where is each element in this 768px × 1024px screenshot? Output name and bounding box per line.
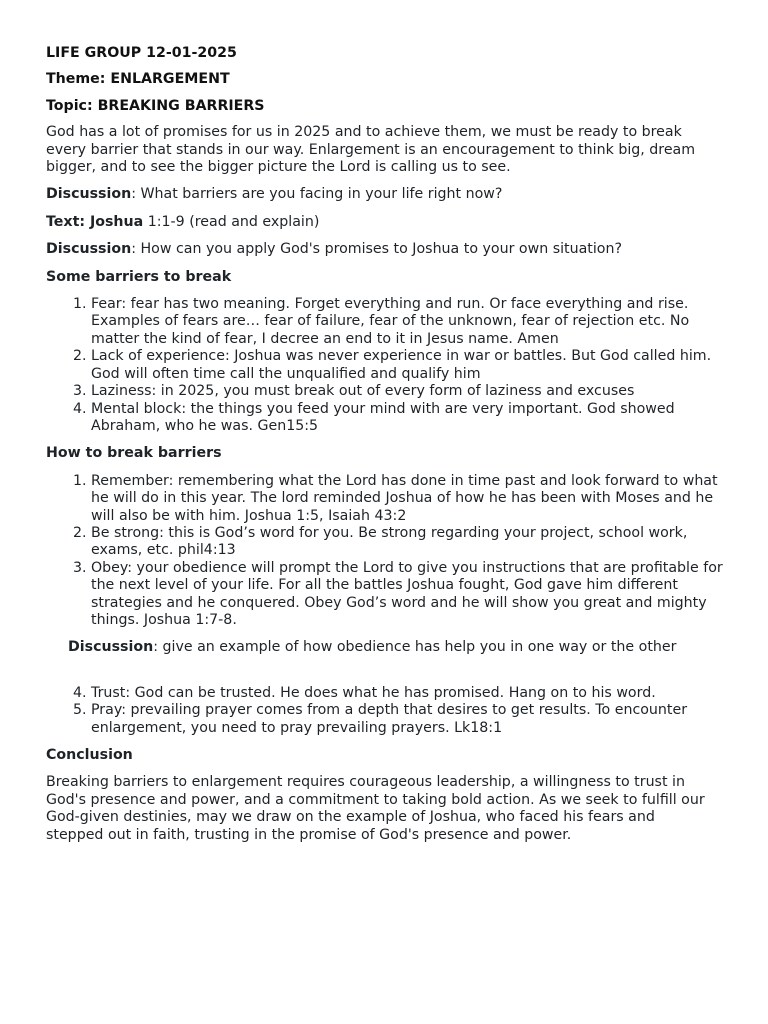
how-to-list-b [46, 685, 728, 737]
barriers-heading: Some barriers to break [46, 268, 232, 285]
discussion-2-label: Discussion [46, 241, 132, 258]
theme-line: Theme: ENLARGEMENT [46, 71, 230, 88]
list-item: 3. Laziness: in 2025, you must break out of every form of laziness and excuses [91, 383, 728, 400]
text-reference-label: Text: Joshua [46, 213, 144, 230]
discussion-1-label: Discussion [46, 186, 132, 203]
conclusion-heading: Conclusion [46, 747, 133, 763]
conclusion-paragraph: Breaking barriers to enlargement requires courageous leadership, a willingness to trust in God's presence and power, and a commitment to taking bold action. As we seek to fulfill our God-given destinies, may we draw on the example of Joshua, who faced his fears and stepped out in faith, trusting in the promise of God's presence and power. [46, 774, 705, 843]
discussion-3-text: : give an example of how obedience has help you in one way or the other [153, 639, 677, 656]
list-item: 2. Lack of experience: Joshua was never experience in war or battles. But God called him. God will often time call the unqualified and qualify him [91, 348, 728, 383]
discussion-2 [46, 241, 728, 258]
topic-line: Topic: BREAKING BARRIERS [46, 97, 265, 114]
how-to-list-a [46, 473, 728, 630]
list-item: 4. Trust: God can be trusted. He does what he has promised. Hang on to his word. [91, 685, 728, 702]
intro-paragraph: God has a lot of promises for us in 2025 and to achieve them, we must be ready to break every barrier that stands in our way. Enlargement is an encouragement to think big, dream bigger, and to see the bigger picture the Lord is calling us to see. [46, 124, 696, 176]
discussion-3-label: Discussion [68, 639, 154, 656]
list-item: 1. Remember: remembering what the Lord has done in time past and look forward to what he will do in this year. The lord reminded Joshua of how he has been with Moses and he will also be with him. Joshua 1:5, Isaiah 43:2 [91, 473, 728, 525]
discussion-1 [46, 186, 728, 203]
list-item: 1. Fear: fear has two meaning. Forget everything and run. Or face everything and rise. Examples of fears are… fear of failure, fear of the unknown, fear of rejection etc. No matter the kind of fear, I decree an end to it in Jesus name. Amen [91, 296, 728, 348]
discussion-2-text: : How can you apply God's promises to Joshua to your own situation? [131, 241, 622, 258]
list-item: 4. Mental block: the things you feed your mind with are very important. God showed Abraham, who he was. Gen15:5 [91, 401, 728, 436]
how-to-heading: How to break barriers [46, 445, 222, 462]
text-reference-text: 1:1-9 (read and explain) [143, 213, 320, 230]
document-title: LIFE GROUP 12-01-2025 [46, 45, 237, 61]
discussion-3 [68, 639, 728, 656]
text-reference [46, 214, 728, 231]
list-item: 2. Be strong: this is God’s word for you. Be strong regarding your project, school work, exams, etc. phil4:13 [91, 525, 728, 560]
barriers-list [46, 296, 728, 435]
discussion-1-text: : What barriers are you facing in your life right now? [131, 186, 503, 203]
list-item: 5. Pray: prevailing prayer comes from a depth that desires to get results. To encounter enlargement, you need to pray prevailing prayers. Lk18:1 [91, 702, 728, 737]
list-item: 3. Obey: your obedience will prompt the Lord to give you instructions that are profitable for the next level of your life. For all the battles Joshua fought, God gave him different strategies and he conquered. Obey God’s word and he will show you great and mighty things. Joshua 1:7-8. [91, 560, 728, 630]
